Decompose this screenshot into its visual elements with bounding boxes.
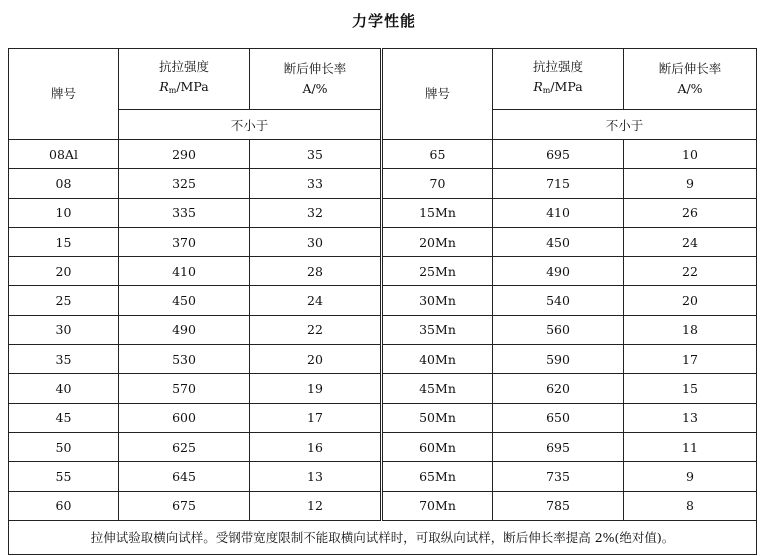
- elongation-cell: 18: [624, 315, 757, 344]
- tensile-cell: 410: [493, 198, 624, 227]
- footnote-row: [9, 520, 757, 554]
- elongation-cell: 24: [624, 227, 757, 256]
- grade-cell: 25Mn: [382, 257, 493, 286]
- table-row: [9, 432, 757, 461]
- grade-cell: 25: [9, 286, 119, 315]
- tensile-cell: 645: [119, 462, 250, 491]
- grade-cell: 30Mn: [382, 286, 493, 315]
- grade-cell: 55: [9, 462, 119, 491]
- table-row: [9, 374, 757, 403]
- not-less-than-label: 不小于: [119, 110, 382, 140]
- tensile-cell: 290: [119, 140, 250, 169]
- tensile-cell: 530: [119, 345, 250, 374]
- grade-cell: 50Mn: [382, 403, 493, 432]
- elongation-cell: 24: [250, 286, 382, 315]
- grade-cell: 15: [9, 227, 119, 256]
- grade-header-right: 牌号: [382, 49, 493, 140]
- table-row: [9, 315, 757, 344]
- table-row: [9, 227, 757, 256]
- tensile-cell: 620: [493, 374, 624, 403]
- elongation-cell: 12: [250, 491, 382, 520]
- grade-cell: 35: [9, 345, 119, 374]
- elongation-cell: 17: [250, 403, 382, 432]
- tensile-cell: 335: [119, 198, 250, 227]
- grade-cell: 35Mn: [382, 315, 493, 344]
- table-row: [9, 140, 757, 169]
- tensile-cell: 590: [493, 345, 624, 374]
- elongation-cell: 15: [624, 374, 757, 403]
- elongation-cell: 9: [624, 462, 757, 491]
- tensile-cell: 450: [493, 227, 624, 256]
- elongation-cell: 26: [624, 198, 757, 227]
- tensile-label: 抗拉强度: [158, 59, 209, 74]
- grade-cell: 10: [9, 198, 119, 227]
- table-row: [9, 198, 757, 227]
- elongation-unit: A/%: [677, 81, 703, 96]
- elongation-cell: 8: [624, 491, 757, 520]
- grade-cell: 08Al: [9, 140, 119, 169]
- tensile-cell: 695: [493, 140, 624, 169]
- mechanical-properties-table: [8, 48, 757, 555]
- not-less-than-label-right: 不小于: [493, 110, 757, 140]
- elongation-cell: 17: [624, 345, 757, 374]
- elongation-cell: 10: [624, 140, 757, 169]
- tensile-cell: 410: [119, 257, 250, 286]
- table-row: [9, 345, 757, 374]
- tensile-cell: 675: [119, 491, 250, 520]
- grade-cell: 70: [382, 169, 493, 198]
- tensile-cell: 570: [119, 374, 250, 403]
- table-row: [9, 491, 757, 520]
- tensile-cell: 490: [493, 257, 624, 286]
- elongation-cell: 28: [250, 257, 382, 286]
- grade-cell: 15Mn: [382, 198, 493, 227]
- tensile-cell: 715: [493, 169, 624, 198]
- tensile-cell: 560: [493, 315, 624, 344]
- footnote: 拉伸试验取横向试样。受钢带宽度限制不能取横向试样时，可取纵向试样，断后伸长率提高 2%(绝对值)。: [9, 520, 757, 554]
- grade-cell: 40Mn: [382, 345, 493, 374]
- elongation-cell: 33: [250, 169, 382, 198]
- table-row: [9, 169, 757, 198]
- grade-cell: 20: [9, 257, 119, 286]
- grade-cell: 65: [382, 140, 493, 169]
- elongation-cell: 32: [250, 198, 382, 227]
- grade-cell: 60Mn: [382, 432, 493, 461]
- tensile-unit: $R_m$/MPa: [533, 79, 583, 95]
- grade-cell: 45Mn: [382, 374, 493, 403]
- tensile-label: 抗拉强度: [532, 59, 583, 74]
- elongation-header-right: [624, 49, 757, 110]
- elongation-cell: 11: [624, 432, 757, 461]
- elongation-cell: 16: [250, 432, 382, 461]
- table-row: [9, 286, 757, 315]
- grade-cell: 40: [9, 374, 119, 403]
- table-row: [9, 462, 757, 491]
- grade-cell: 20Mn: [382, 227, 493, 256]
- tensile-cell: 785: [493, 491, 624, 520]
- elongation-unit: A/%: [302, 81, 328, 96]
- grade-cell: 70Mn: [382, 491, 493, 520]
- page-title: 力学性能: [351, 12, 416, 30]
- elongation-label: 断后伸长率: [283, 61, 347, 76]
- tensile-cell: 540: [493, 286, 624, 315]
- elongation-cell: 20: [624, 286, 757, 315]
- grade-cell: 45: [9, 403, 119, 432]
- elongation-label: 断后伸长率: [658, 61, 722, 76]
- table-row: [9, 403, 757, 432]
- tensile-unit: $R_m$/MPa: [159, 79, 209, 95]
- elongation-cell: 22: [624, 257, 757, 286]
- elongation-cell: 13: [624, 403, 757, 432]
- grade-header: 牌号: [9, 49, 119, 140]
- grade-cell: 65Mn: [382, 462, 493, 491]
- elongation-header: [250, 49, 382, 110]
- tensile-cell: 695: [493, 432, 624, 461]
- grade-cell: 60: [9, 491, 119, 520]
- tensile-cell: 490: [119, 315, 250, 344]
- elongation-cell: 20: [250, 345, 382, 374]
- grade-cell: 30: [9, 315, 119, 344]
- tensile-cell: 325: [119, 169, 250, 198]
- header-row: [9, 49, 757, 110]
- tensile-cell: 625: [119, 432, 250, 461]
- table-row: [9, 257, 757, 286]
- tensile-cell: 650: [493, 403, 624, 432]
- tensile-cell: 600: [119, 403, 250, 432]
- tensile-header-right: [493, 49, 624, 110]
- elongation-cell: 22: [250, 315, 382, 344]
- elongation-cell: 9: [624, 169, 757, 198]
- tensile-header: [119, 49, 250, 110]
- elongation-cell: 13: [250, 462, 382, 491]
- elongation-cell: 30: [250, 227, 382, 256]
- tensile-cell: 450: [119, 286, 250, 315]
- tensile-cell: 735: [493, 462, 624, 491]
- elongation-cell: 19: [250, 374, 382, 403]
- grade-cell: 50: [9, 432, 119, 461]
- grade-cell: 08: [9, 169, 119, 198]
- elongation-cell: 35: [250, 140, 382, 169]
- tensile-cell: 370: [119, 227, 250, 256]
